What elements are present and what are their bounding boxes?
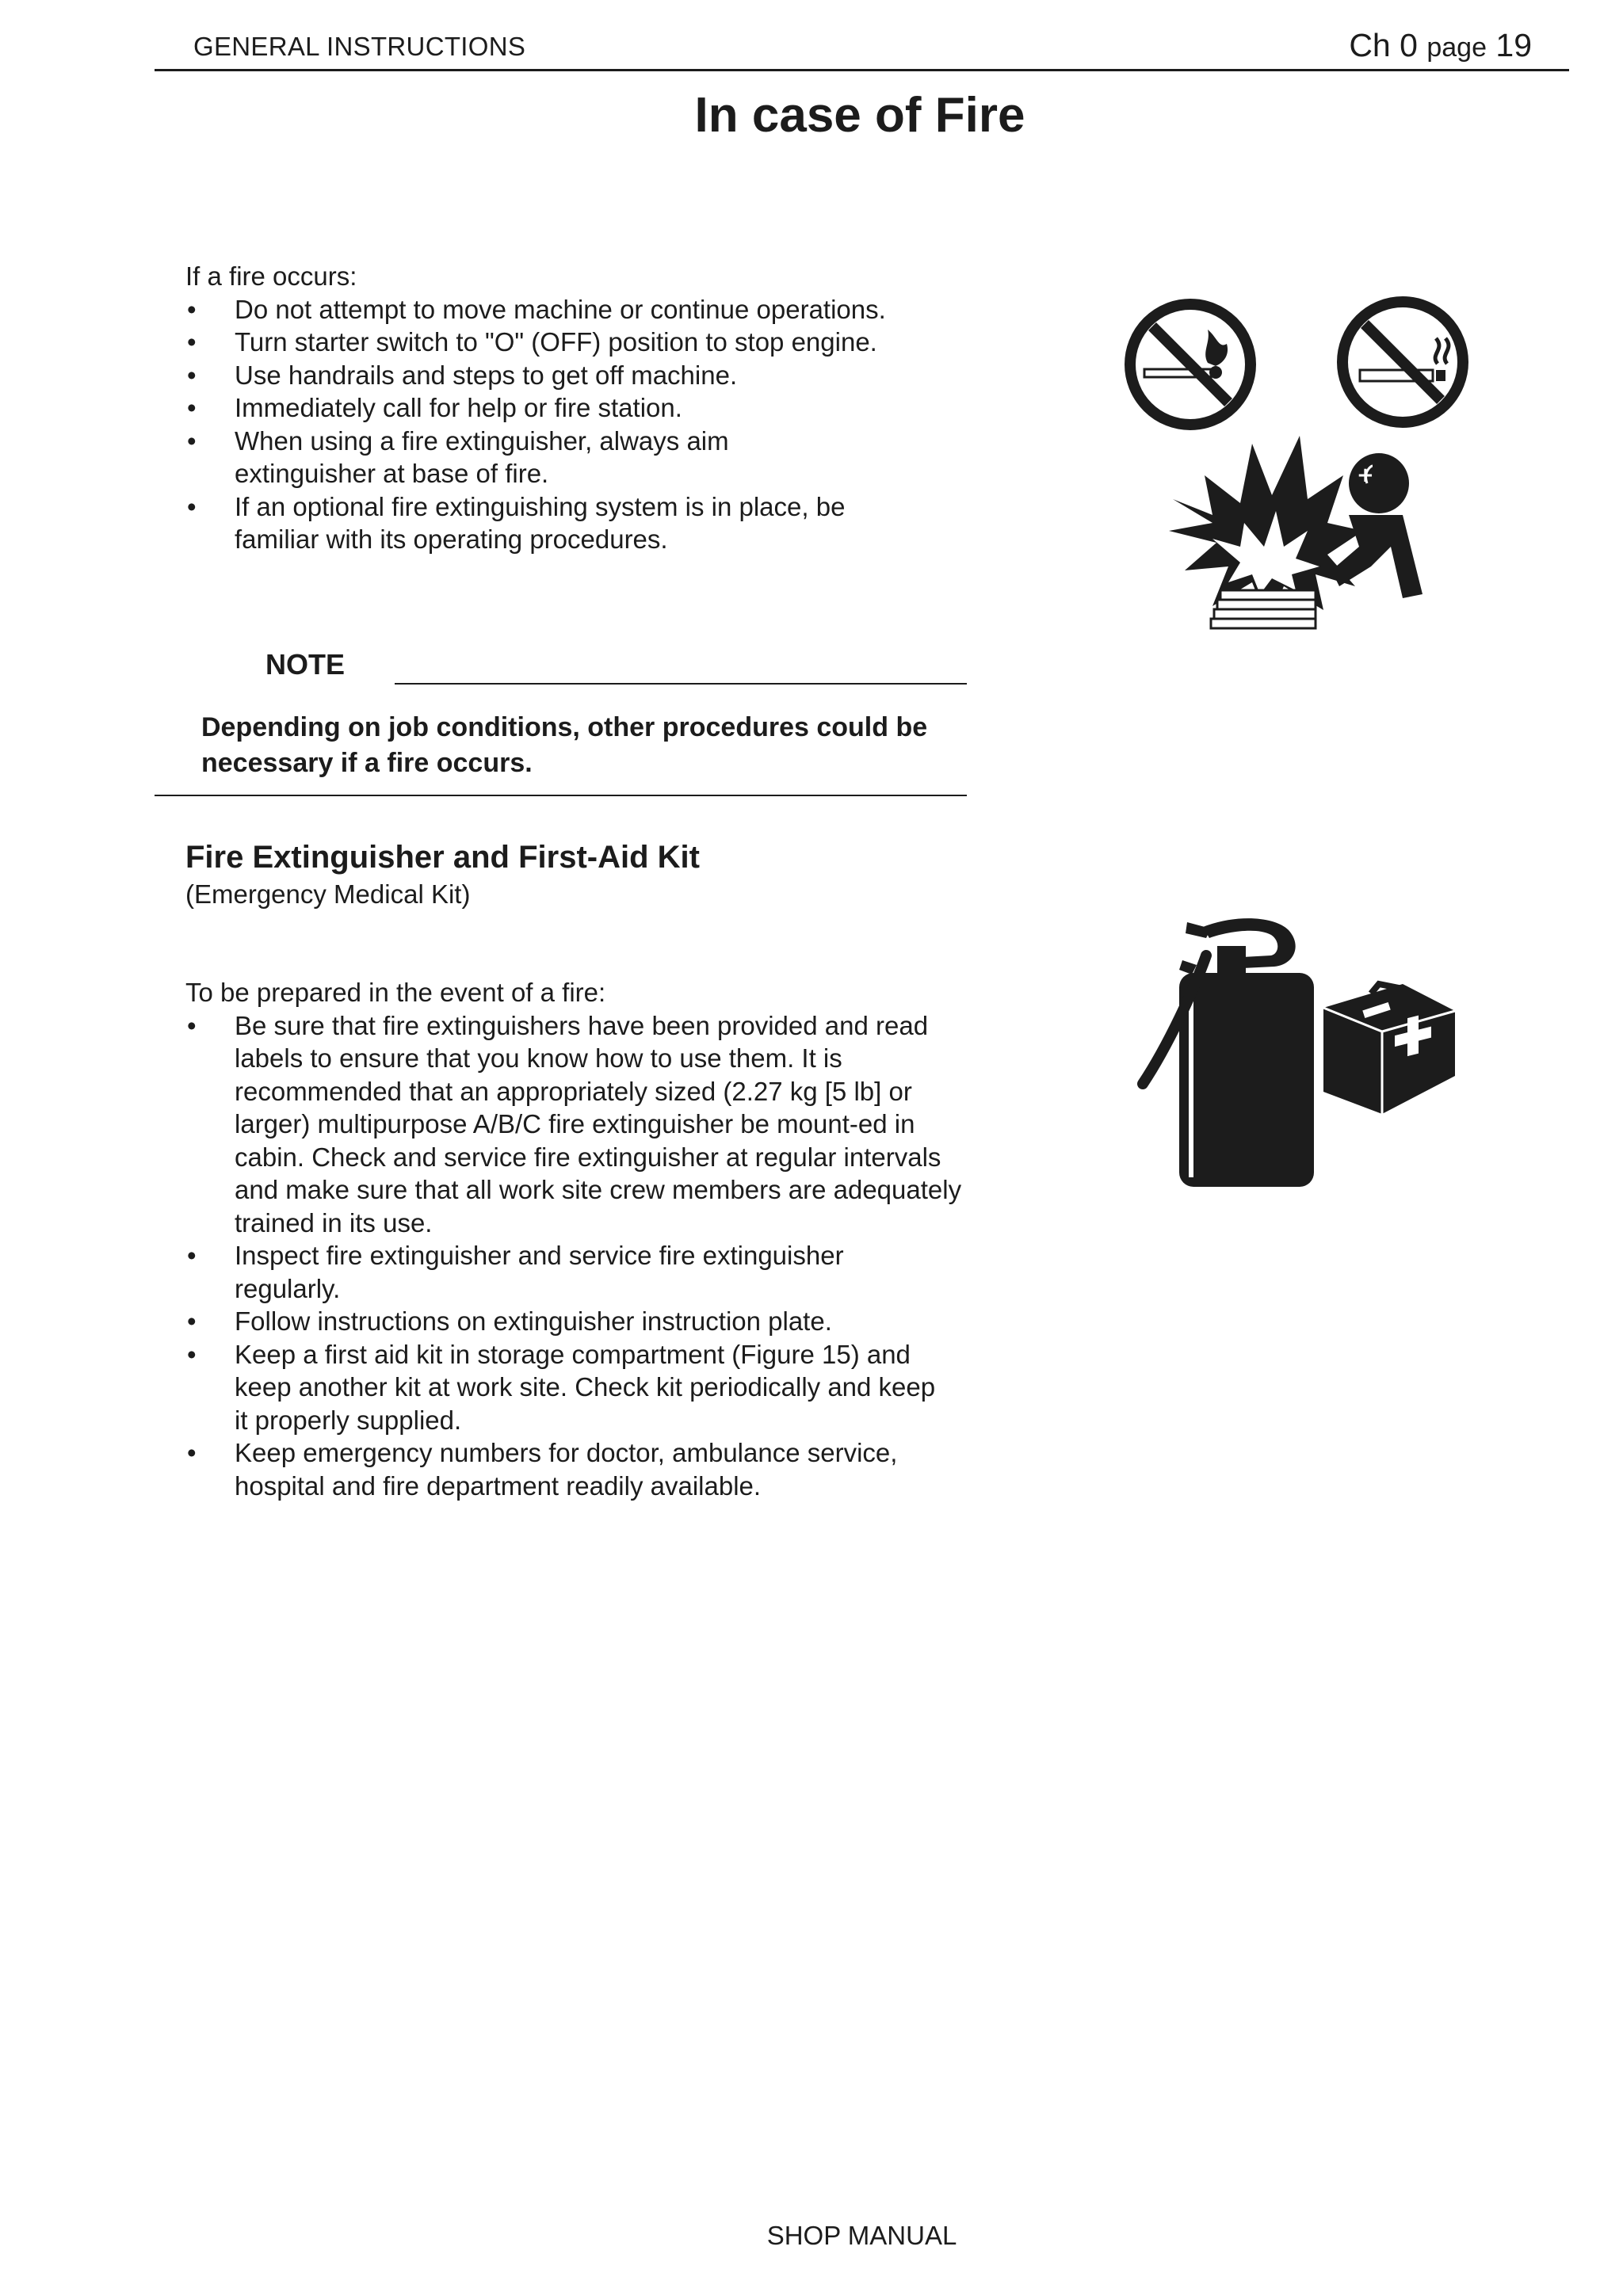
fire-explosion-icon	[1165, 428, 1434, 642]
list-item: • Use handrails and steps to get off machine.	[185, 359, 978, 392]
list-item: • Turn starter switch to "O" (OFF) position to stop engine.	[185, 326, 978, 359]
list-item: • Be sure that fire extinguishers have been provided and read labels to ensure that you know how to use them. It is recommended that an appropriately sized (2.27 kg [5 lb] or larger) multipurpose A/B/C fire extinguisher be mount-ed in cabin. Check and service fire extinguisher at regular intervals and make sure that all work site crew members are adequately trained in its use.	[185, 1009, 978, 1240]
note-title: NOTE	[265, 648, 346, 681]
list-item: • Do not attempt to move machine or continue operations.	[185, 293, 978, 326]
note-bottom-rule	[155, 795, 967, 796]
list-item: • When using a fire extinguisher, always aim extinguisher at base of fire.	[185, 425, 978, 490]
footer-label: SHOP MANUAL	[766, 2221, 957, 2250]
fire-section	[185, 260, 978, 556]
header-rule	[155, 69, 1569, 71]
fire-extinguisher-icon	[1124, 911, 1314, 1188]
page-title: In case of Fire	[694, 88, 1025, 143]
list-item: • Keep a first aid kit in storage compartment (Figure 15) and keep another kit at work site. Check kit periodically and keep it properly supplied.	[185, 1338, 978, 1437]
kit-section	[185, 976, 978, 1502]
list-item: • Keep emergency numbers for doctor, ambulance service, hospital and fire department readily available.	[185, 1436, 978, 1502]
note-line-2: necessary if a fire occurs.	[201, 748, 533, 778]
note-text	[201, 710, 978, 781]
list-item: • Immediately call for help or fire station.	[185, 391, 978, 425]
first-aid-kit-icon	[1316, 973, 1458, 1116]
kit-intro: To be prepared in the event of a fire:	[185, 978, 606, 1007]
kit-subheading: (Emergency Medical Kit)	[185, 879, 471, 909]
note-rule	[395, 683, 967, 685]
header-section-label: GENERAL INSTRUCTIONS	[193, 32, 526, 61]
page-number: 19	[1495, 27, 1532, 63]
no-open-flame-icon	[1119, 293, 1262, 436]
svg-text:+: +	[1357, 463, 1374, 487]
chapter-label: Ch 0	[1349, 27, 1418, 63]
page-word: page	[1426, 32, 1487, 63]
kit-heading: Fire Extinguisher and First-Aid Kit	[185, 840, 700, 875]
fire-intro: If a fire occurs:	[185, 261, 357, 291]
no-smoking-icon	[1331, 291, 1474, 433]
list-item: • Follow instructions on extinguisher instruction plate.	[185, 1305, 978, 1338]
header-page-reference	[1189, 27, 1532, 64]
fire-list	[185, 293, 978, 556]
note-line-1: Depending on job conditions, other procedures could be	[201, 712, 928, 742]
list-item: • If an optional fire extinguishing system is in place, be familiar with its operating procedures.	[185, 490, 978, 556]
list-item: • Inspect fire extinguisher and service fire extinguisher regularly.	[185, 1239, 978, 1305]
kit-list	[185, 1009, 978, 1503]
